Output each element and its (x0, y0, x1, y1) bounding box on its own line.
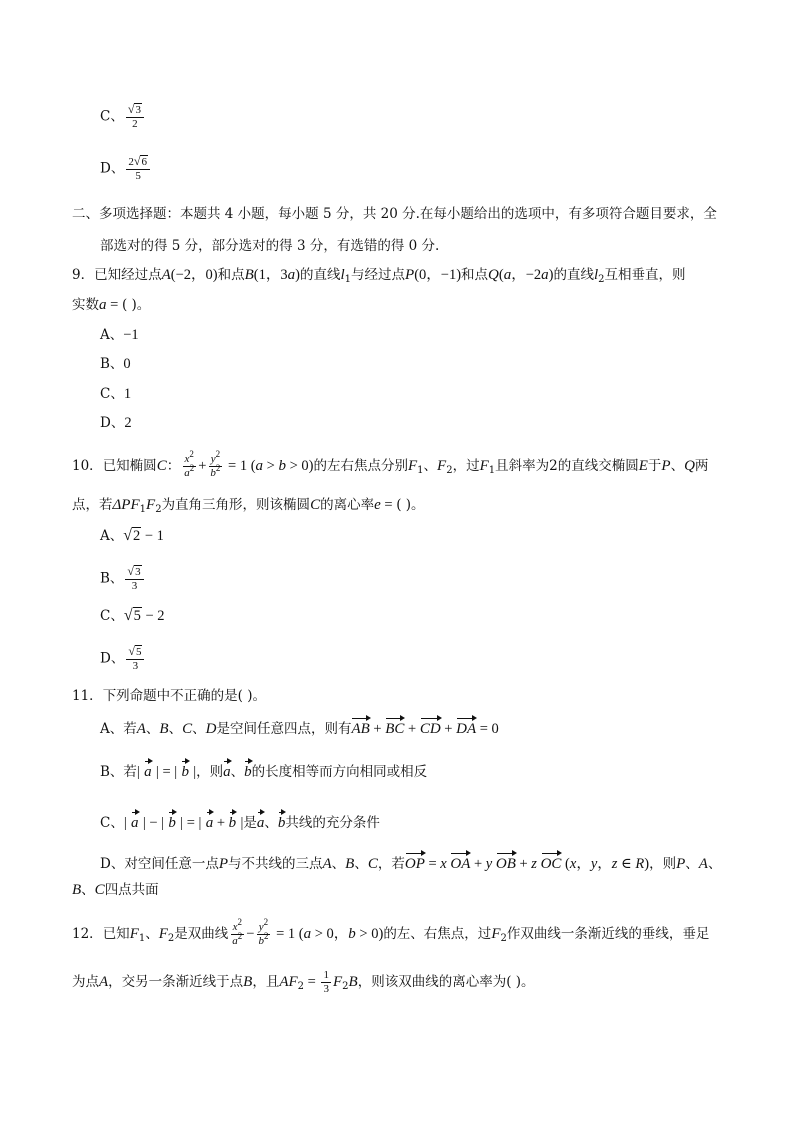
option-label: D、 (100, 856, 125, 872)
fraction: $\frac{√5}{3}$ (126, 646, 144, 672)
fraction: $\frac{2√6}{5}$ (126, 156, 150, 182)
option-label: A、 (100, 327, 124, 343)
q11-option-d-line2: B、C四点共面 (72, 882, 159, 898)
q11-option-d-line1: D、对空间任意一点P与不共线的三点A、B、C，若OP = x OA + y OB + z OC (x，y，z ∈ R)，则P、A、 (100, 851, 721, 874)
q9-option-c (100, 384, 131, 404)
question-number: 9． (72, 267, 95, 283)
q9-option-d (100, 413, 132, 433)
prev-option-c (100, 104, 146, 130)
question-number: 10． (72, 458, 103, 474)
question-text: 下列命题中不正确的是( )。 (102, 688, 267, 704)
q12-stem-line1: 12．已知$F_1$、$F_2$是双曲线 $\frac{x^2}{a^2}$ − $\frac{y^2}{b^2}$ = 1 (a > 0，b > 0)的左、右焦点，过$F_2$作双曲线一条渐近线的垂线，垂足 (72, 917, 710, 947)
fraction: $\frac{√3}{2}$ (126, 104, 144, 130)
q10-option-b (100, 566, 146, 592)
prev-option-d (100, 156, 152, 182)
option-value: 0 (123, 356, 131, 372)
q11-option-b: B、若| a | = | b |，则a、b的长度相等而方向相同或相反 (100, 759, 427, 782)
fraction: $\frac{x^2}{a^2}$ (232, 917, 243, 947)
option-label: C、 (100, 108, 124, 125)
option-label: C、 (100, 608, 124, 624)
fraction: $\frac{y^2}{b^2}$ (210, 449, 221, 479)
q11-stem (72, 686, 266, 706)
option-label: D、 (100, 650, 125, 667)
option-label: B、 (100, 570, 124, 587)
q10-option-a: A、√2 − 1 (100, 527, 164, 544)
option-label: D、 (100, 415, 125, 431)
question-number: 11． (72, 688, 103, 704)
option-label: A、 (100, 528, 124, 544)
option-label: D、 (100, 160, 125, 177)
q9-stem-line2: 实数a = ( )。 (72, 297, 151, 313)
q9-stem-line1: 9．已知经过点A(−2，0)和点B(1，3a)的直线$l_1$与经过点P(0，−1)和点Q(a，−2a)的直线$l_2$互相垂直，则 (72, 267, 686, 285)
q10-option-c: C、√5 − 2 (100, 607, 165, 624)
fraction: $\frac{y^2}{b^2}$ (258, 917, 269, 947)
q10-stem-line1: 10．已知椭圆C： $\frac{x^2}{a^2}$ + $\frac{y^2}{b^2}$ = 1 (a > b > 0)的左右焦点分别$F_1$、$F_2$，过$F_1$且斜率为2的直线交椭圆E于P、Q两 (72, 449, 709, 479)
fraction: $\frac{1}{3}$ (323, 969, 329, 995)
q10-stem-line2: 点，若$\Delta PF_1F_2$为直角三角形，则该椭圆C的离心率e = ( )。 (72, 497, 425, 515)
option-label: B、 (100, 356, 124, 372)
option-label: B、 (100, 764, 124, 780)
option-value: −1 (123, 327, 139, 343)
section-heading-line1: 二、多项选择题：本题共 4 小题，每小题 5 分，共 20 分.在每小题给出的选项中，有多项符合题目要求，全 (72, 206, 717, 222)
q9-option-b (100, 354, 131, 374)
section-heading-line2: 部选对的得 5 分，部分选对的得 3 分，有选错的得 0 分. (100, 238, 440, 254)
fraction: $\frac{√3}{3}$ (125, 566, 143, 592)
option-label: A、 (100, 721, 124, 737)
q10-option-d (100, 646, 146, 672)
question-number: 12． (72, 926, 103, 942)
option-value: 1 (123, 386, 132, 402)
fraction: $\frac{x^2}{a^2}$ (184, 449, 195, 479)
option-value: 2 (124, 415, 132, 431)
q11-option-a: A、若A、B、C、D是空间任意四点，则有AB + BC + CD + DA = 0 (100, 716, 499, 739)
q9-option-a (100, 325, 139, 345)
option-label: C、 (100, 386, 124, 402)
q12-stem-line2: 为点A，交另一条渐近线于点B，且$AF_2$ = $\frac{1}{3}$ $F_2B$，则该双曲线的离心率为( )。 (72, 969, 535, 995)
option-label: C、 (100, 815, 124, 831)
q11-option-c: C、| a | − | b | = | a + b |是a、b共线的充分条件 (100, 810, 380, 833)
